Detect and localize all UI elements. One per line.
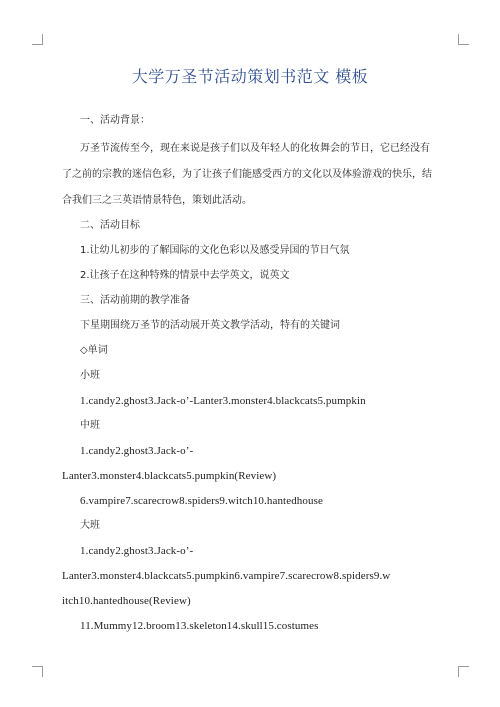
paragraph-line: 了之前的宗教的迷信色彩，为了让孩子们能感受西方的文化以及体验游戏的快乐，结 (62, 169, 432, 180)
word-list-line: 1.candy2.ghost3.Jack-o’-Lanter3.monster4.blackcats5.pumpkin (80, 395, 366, 407)
goal-item: 2.让孩子在这种特殊的情景中去学英文，说英文 (80, 270, 290, 281)
word-list-line: 11.Mummy12.broom13.skeleton14.skull15.costumes (80, 620, 319, 632)
corner-mark-bottom-left (32, 666, 43, 677)
document-title: 大学万圣节活动策划书范文 模板 (131, 67, 369, 86)
class-label-middle: 中班 (80, 420, 100, 431)
word-list-line: Lanter3.monster4.blackcats5.pumpkin(Review) (62, 470, 277, 482)
word-list-line: 1.candy2.ghost3.Jack-o’- (80, 545, 194, 557)
corner-mark-bottom-right (458, 666, 469, 677)
word-list-line: itch10.hantedhouse(Review) (62, 595, 191, 607)
class-label-large: 大班 (80, 520, 100, 531)
word-list-line: 1.candy2.ghost3.Jack-o’- (80, 445, 194, 457)
corner-mark-top-right (458, 34, 469, 45)
section-heading-background: 一、活动背景： (80, 115, 150, 126)
paragraph-line: 合我们三之三英语情景特色，策划此活动。 (62, 195, 252, 206)
goal-item: 1.让幼儿初步的了解国际的文化色彩以及感受异国的节日气氛 (80, 245, 350, 256)
word-list-line: Lanter3.monster4.blackcats5.pumpkin6.vampire7.scarecrow8.spiders9.w (62, 570, 391, 582)
section-heading-preparation: 三、活动前期的教学准备 (80, 295, 190, 306)
section-heading-goals: 二、活动目标 (80, 220, 140, 231)
paragraph-line: 下星期围绕万圣节的活动展开英文教学活动，特有的关键词 (80, 320, 340, 331)
vocabulary-heading: ◇单词 (80, 345, 108, 356)
paragraph-line: 万圣节流传至今，现在来说是孩子们以及年轻人的化妆舞会的节日，它已经没有 (80, 143, 430, 154)
word-list-line: 6.vampire7.scarecrow8.spiders9.witch10.hantedhouse (80, 495, 323, 507)
class-label-small: 小班 (80, 370, 100, 381)
corner-mark-top-left (32, 34, 43, 45)
